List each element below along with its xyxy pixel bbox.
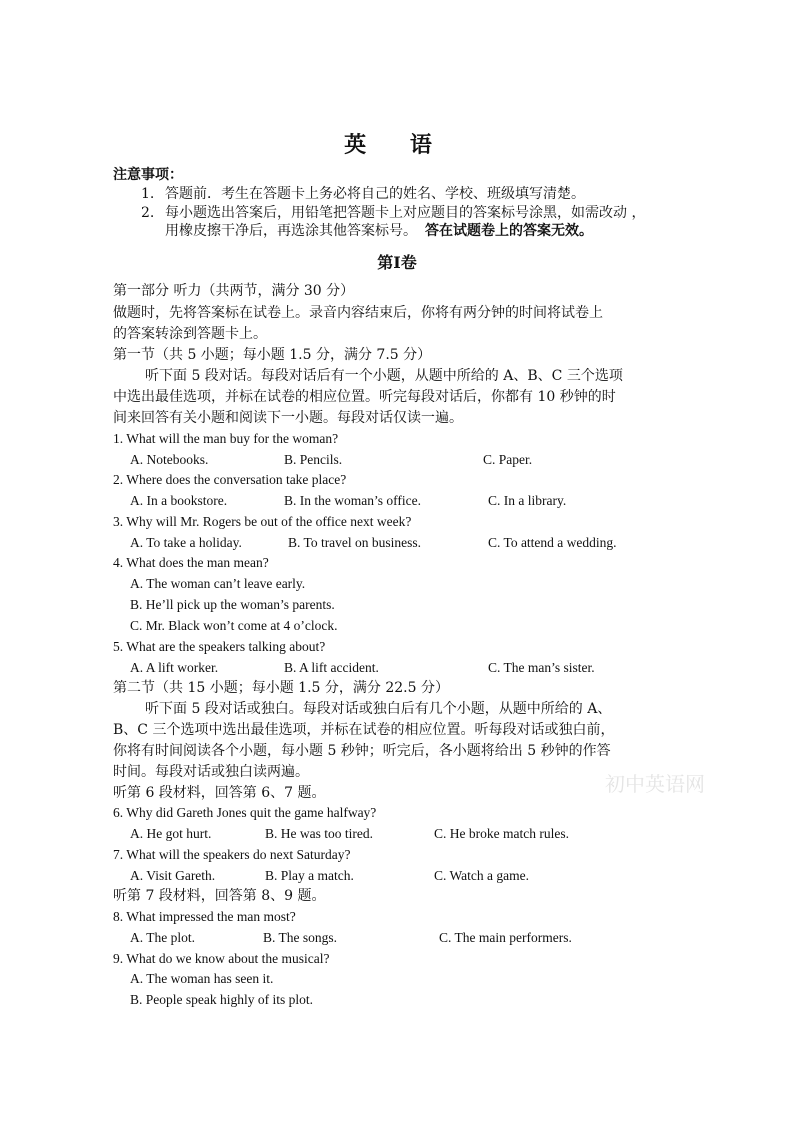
q5-option-c: C. The man’s sister. [488, 660, 595, 675]
section2-instr-line4: 时间。每段对话或独白读两遍。 [113, 764, 309, 780]
notice-2-text: 每小题选出答案后，用铅笔把答题卡上对应题目的答案标号涂黑，如需改动 ， [165, 205, 646, 221]
q8-option-b: B. The songs. [263, 930, 338, 945]
q2-option-c: C. In a library. [488, 493, 567, 508]
q2-option-a: A. In a bookstore. [130, 493, 228, 508]
section2-instr-line3: 你将有时间阅读各个小题，每小题 5 秒钟；听完后，各小题将给出 5 秒钟的作答 [113, 743, 611, 759]
q7-option-b: B. Play a match. [265, 868, 354, 883]
q5-option-b: B. A lift accident. [284, 660, 379, 675]
q1-option-b: B. Pencils. [284, 452, 343, 467]
notice-label: 注意事项： [113, 167, 183, 183]
q3-option-b: B. To travel on business. [288, 535, 422, 550]
notice-1-num: 1. [141, 186, 155, 202]
q3-option-a: A. To take a holiday. [130, 535, 242, 550]
q6-stem: 6. Why did Gareth Jones quit the game halfway? [113, 805, 377, 820]
section1-instr-line1: 听下面 5 段对话。每段对话后有一个小题，从题中所给的 A、B、C 三个选项 [145, 368, 623, 384]
q6-option-a: A. He got hurt. [130, 826, 212, 841]
notice-2-continuation [165, 223, 593, 239]
q9-option-b: B. People speak highly of its plot. [130, 992, 313, 1007]
q4-option-b: B. He’ll pick up the woman’s parents. [130, 597, 335, 612]
notice-2-num: 2. [141, 205, 155, 221]
q9-stem: 9. What do we know about the musical? [113, 951, 330, 966]
section2-instr-line2: B、C 三个选项中选出最佳选项，并标在试卷的相应位置。听每段对话或独白前， [113, 722, 615, 738]
section1-instr-line2: 中选出最佳选项，并标在试卷的相应位置。听完每段对话后，你都有 10 秒钟的时 [113, 389, 616, 405]
volume-title: 第Ⅰ卷 [377, 253, 417, 272]
section1-title: 第一节（共 5 小题；每小题 1.5 分，满分 7.5 分） [113, 347, 432, 363]
q4-option-a: A. The woman can’t leave early. [130, 576, 306, 591]
section2-instr-line1: 听下面 5 段对话或独白。每段对话或独白后有几个小题，从题中所给的 A、 [145, 701, 612, 717]
q8-option-a: A. The plot. [130, 930, 195, 945]
notice-1-text: 答题前．考生在答题卡上务必将自己的姓名、学校、班级填写清楚。 [165, 186, 585, 202]
q1-stem: 1. What will the man buy for the woman? [113, 431, 339, 446]
q2-option-b: B. In the woman’s office. [284, 493, 421, 508]
q2-stem: 2. Where does the conversation take place? [113, 472, 347, 487]
q5-stem: 5. What are the speakers talking about? [113, 639, 326, 654]
part1-intro-line2: 的答案转涂到答题卡上。 [113, 326, 267, 342]
q4-stem: 4. What does the man mean? [113, 555, 269, 570]
section1-instr-line3: 间来回答有关小题和阅读下一小题。每段对话仅读一遍。 [113, 410, 463, 426]
q8-stem: 8. What impressed the man most? [113, 909, 296, 924]
notice-2-cont-bold: 答在试题卷上的答案无效。 [425, 223, 593, 239]
material-6-heading: 听第 6 段材料，回答第 6、7 题。 [113, 785, 326, 801]
q1-option-a: A. Notebooks. [130, 452, 209, 467]
q6-option-c: C. He broke match rules. [434, 826, 569, 841]
q3-option-c: C. To attend a wedding. [488, 535, 617, 550]
q5-option-a: A. A lift worker. [130, 660, 219, 675]
section2-title: 第二节（共 15 小题；每小题 1.5 分，满分 22.5 分） [113, 680, 449, 696]
q7-option-a: A. Visit Gareth. [130, 868, 216, 883]
page-title: 英 语 [344, 132, 450, 158]
q9-option-a: A. The woman has seen it. [130, 971, 274, 986]
q7-stem: 7. What will the speakers do next Saturday? [113, 847, 351, 862]
notice-2-cont-normal: 用橡皮擦干净后，再选涂其他答案标号。 [165, 223, 417, 239]
watermark: 初中英语网 [605, 772, 705, 796]
q1-option-c: C. Paper. [483, 452, 533, 467]
q8-option-c: C. The main performers. [439, 930, 572, 945]
part1-intro-line1: 做题时，先将答案标在试卷上。录音内容结束后，你将有两分钟的时间将试卷上 [113, 305, 603, 321]
q6-option-b: B. He was too tired. [265, 826, 373, 841]
part1-title: 第一部分 听力（共两节，满分 30 分） [113, 283, 355, 299]
q7-option-c: C. Watch a game. [434, 868, 530, 883]
q3-stem: 3. Why will Mr. Rogers be out of the office next week? [113, 514, 412, 529]
material-7-heading: 听第 7 段材料，回答第 8、9 题。 [113, 888, 326, 904]
q4-option-c: C. Mr. Black won’t come at 4 o’clock. [130, 618, 338, 633]
